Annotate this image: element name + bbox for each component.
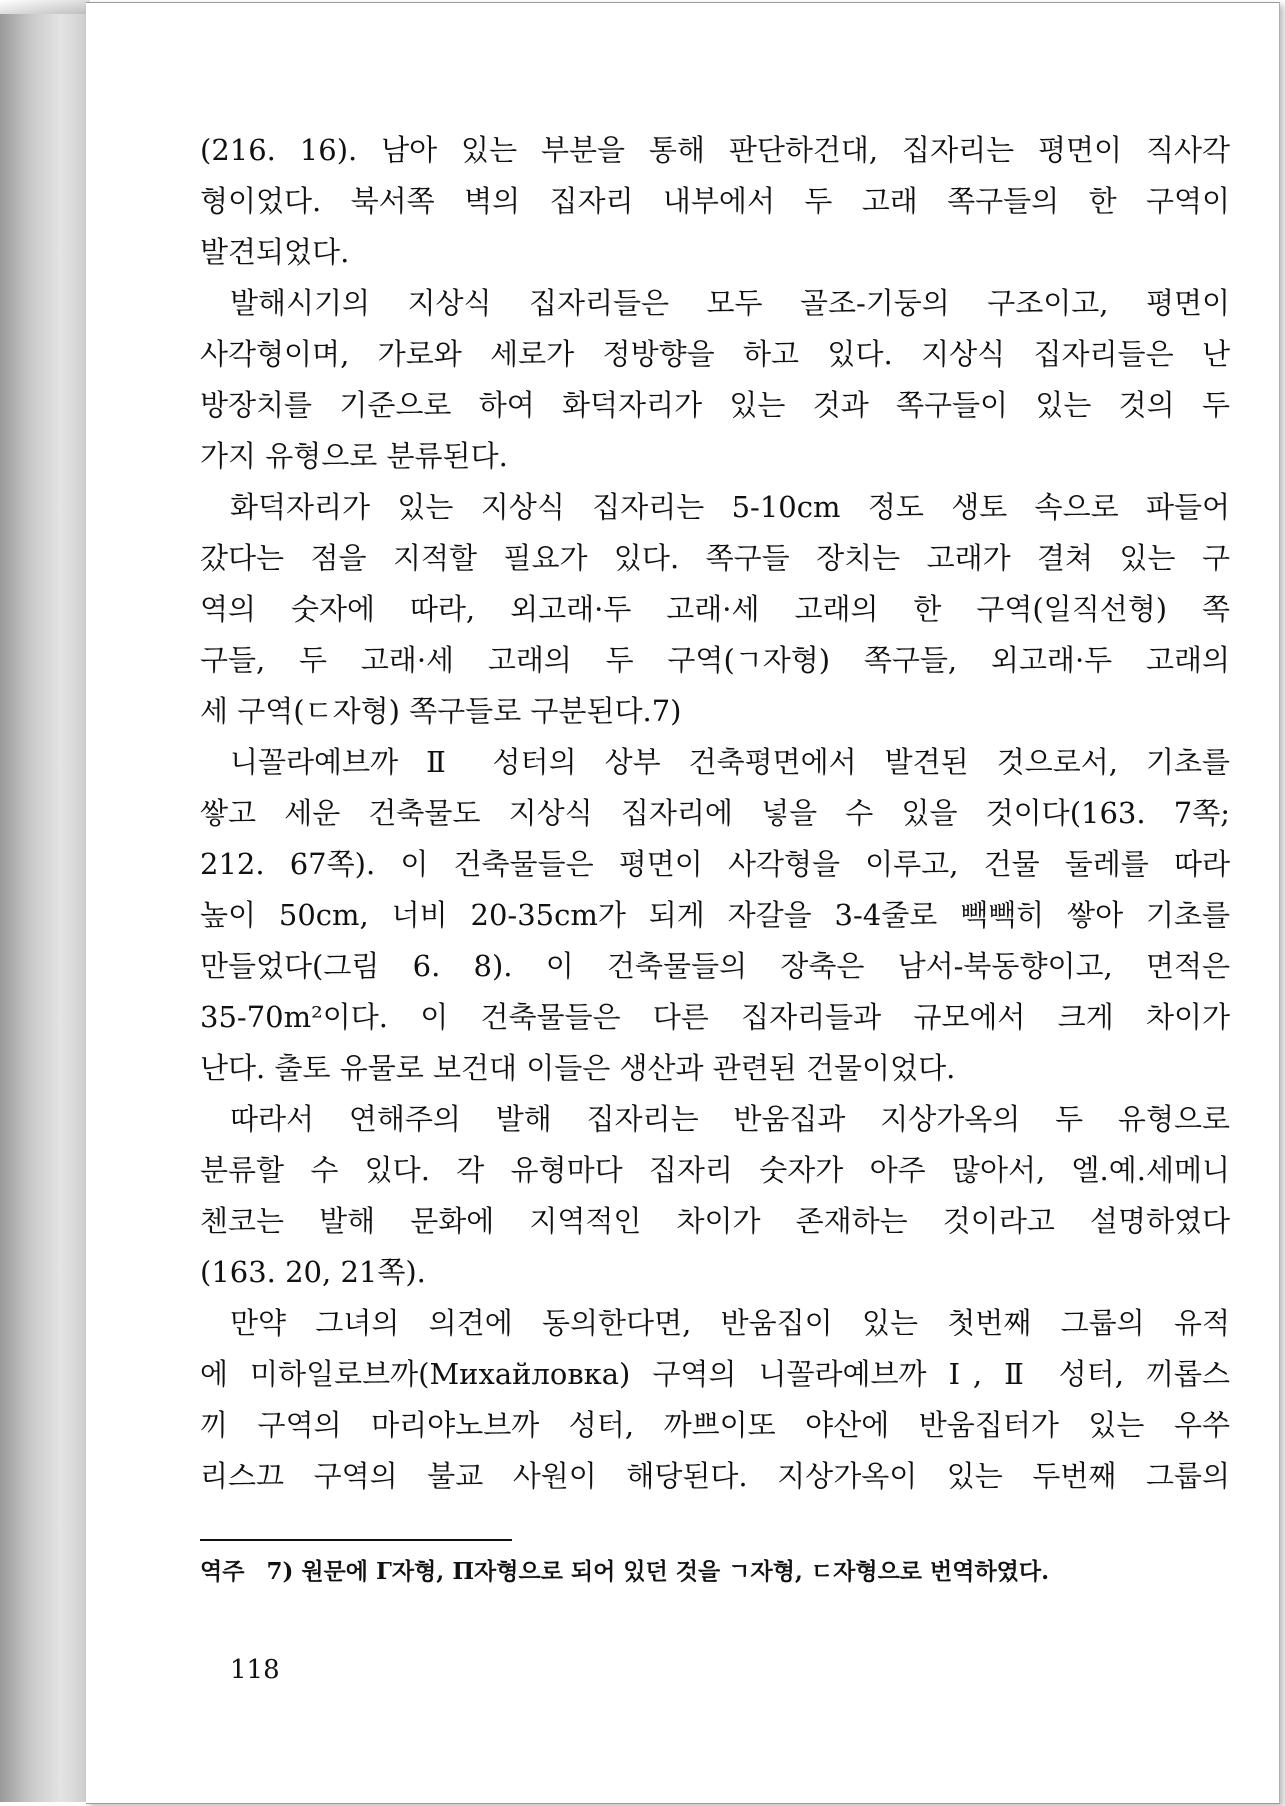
body-line: 세 구역(ㄷ자형) 쪽구들로 구분된다.7) [200,694,682,728]
body-line: 형이었다. 북서쪽 벽의 집자리 내부에서 두 고래 쪽구들의 한 구역이 [200,184,1230,218]
body-line: 높이 50cm, 너비 20-35cm가 되게 자갈을 3-4줄로 빽빽히 쌓아 기초를 [200,898,1230,932]
body-line: 구들, 두 고래·세 고래의 두 구역(ㄱ자형) 쪽구들, 외고래·두 고래의 [200,643,1230,677]
body-line: 쌓고 세운 건축물도 지상식 집자리에 넣을 수 있을 것이다(163. 7쪽; [200,796,1230,830]
book-spine [0,8,87,1802]
body-line: 만약 그녀의 의견에 동의한다면, 반움집이 있는 첫번째 그룹의 유적 [230,1306,1230,1340]
body-line: (216. 16). 남아 있는 부분을 통해 판단하건대, 집자리는 평면이 직사각 [200,133,1230,167]
body-line: 따라서 연해주의 발해 집자리는 반움집과 지상가옥의 두 유형으로 [230,1102,1230,1136]
footnote [200,1557,1200,1587]
body-line: 만들었다(그림 6. 8). 이 건축물들의 장축은 남서-북동향이고, 면적은 [200,949,1230,983]
body-line: 에 미하일로브까(Михайловка) 구역의 니꼴라예브까 Ⅰ, Ⅱ 성터, 끼롭스 [200,1357,1230,1391]
page-number: 118 [230,1655,280,1685]
body-line: 35-70m²이다. 이 건축물들은 다른 집자리들과 규모에서 크게 차이가 [200,1000,1230,1034]
footnote-label: 역주 [200,1558,245,1585]
body-line: 사각형이며, 가로와 세로가 정방향을 하고 있다. 지상식 집자리들은 난 [200,337,1230,371]
body-line: 가지 유형으로 분류된다. [200,439,508,473]
body-line: (163. 20, 21쪽). [200,1255,426,1289]
body-text [200,125,1230,1502]
body-line: 갔다는 점을 지적할 필요가 있다. 쪽구들 장치는 고래가 결쳐 있는 구 [200,541,1230,575]
body-line: 리스끄 구역의 불교 사원이 해당된다. 지상가옥이 있는 두번째 그룹의 [200,1459,1230,1493]
body-line: 첸코는 발해 문화에 지역적인 차이가 존재하는 것이라고 설명하였다 [200,1204,1230,1238]
body-line: 역의 숫자에 따라, 외고래·두 고래·세 고래의 한 구역(일직선형) 쪽 [200,592,1230,626]
body-line: 방장치를 기준으로 하여 화덕자리가 있는 것과 쪽구들이 있는 것의 두 [200,388,1230,422]
spine-top-edge [0,0,90,14]
body-line: 212. 67쪽). 이 건축물들은 평면이 사각형을 이루고, 건물 둘레를 따라 [200,847,1230,881]
footnote-text: 7) 원문에 Г자형, П자형으로 되어 있던 것을 ㄱ자형, ㄷ자형으로 번역하였다. [266,1558,1050,1585]
body-line: 끼 구역의 마리야노브까 성터, 까쁘이또 야산에 반움집터가 있는 우쑤 [200,1408,1230,1442]
body-line: 화덕자리가 있는 지상식 집자리는 5-10cm 정도 생토 속으로 파들어 [230,490,1230,524]
body-line: 난다. 출토 유물로 보건대 이들은 생산과 관련된 건물이었다. [200,1051,956,1085]
body-line: 분류할 수 있다. 각 유형마다 집자리 숫자가 아주 많아서, 엘.예.세메니 [200,1153,1230,1187]
body-line: 발견되었다. [200,235,350,269]
body-line: 발해시기의 지상식 집자리들은 모두 골조-기둥의 구조이고, 평면이 [230,286,1230,320]
body-line: 니꼴라예브까 Ⅱ 성터의 상부 건축평면에서 발견된 것으로서, 기초를 [230,745,1230,779]
footnote-divider [200,1539,512,1541]
book-page [86,2,1280,1804]
